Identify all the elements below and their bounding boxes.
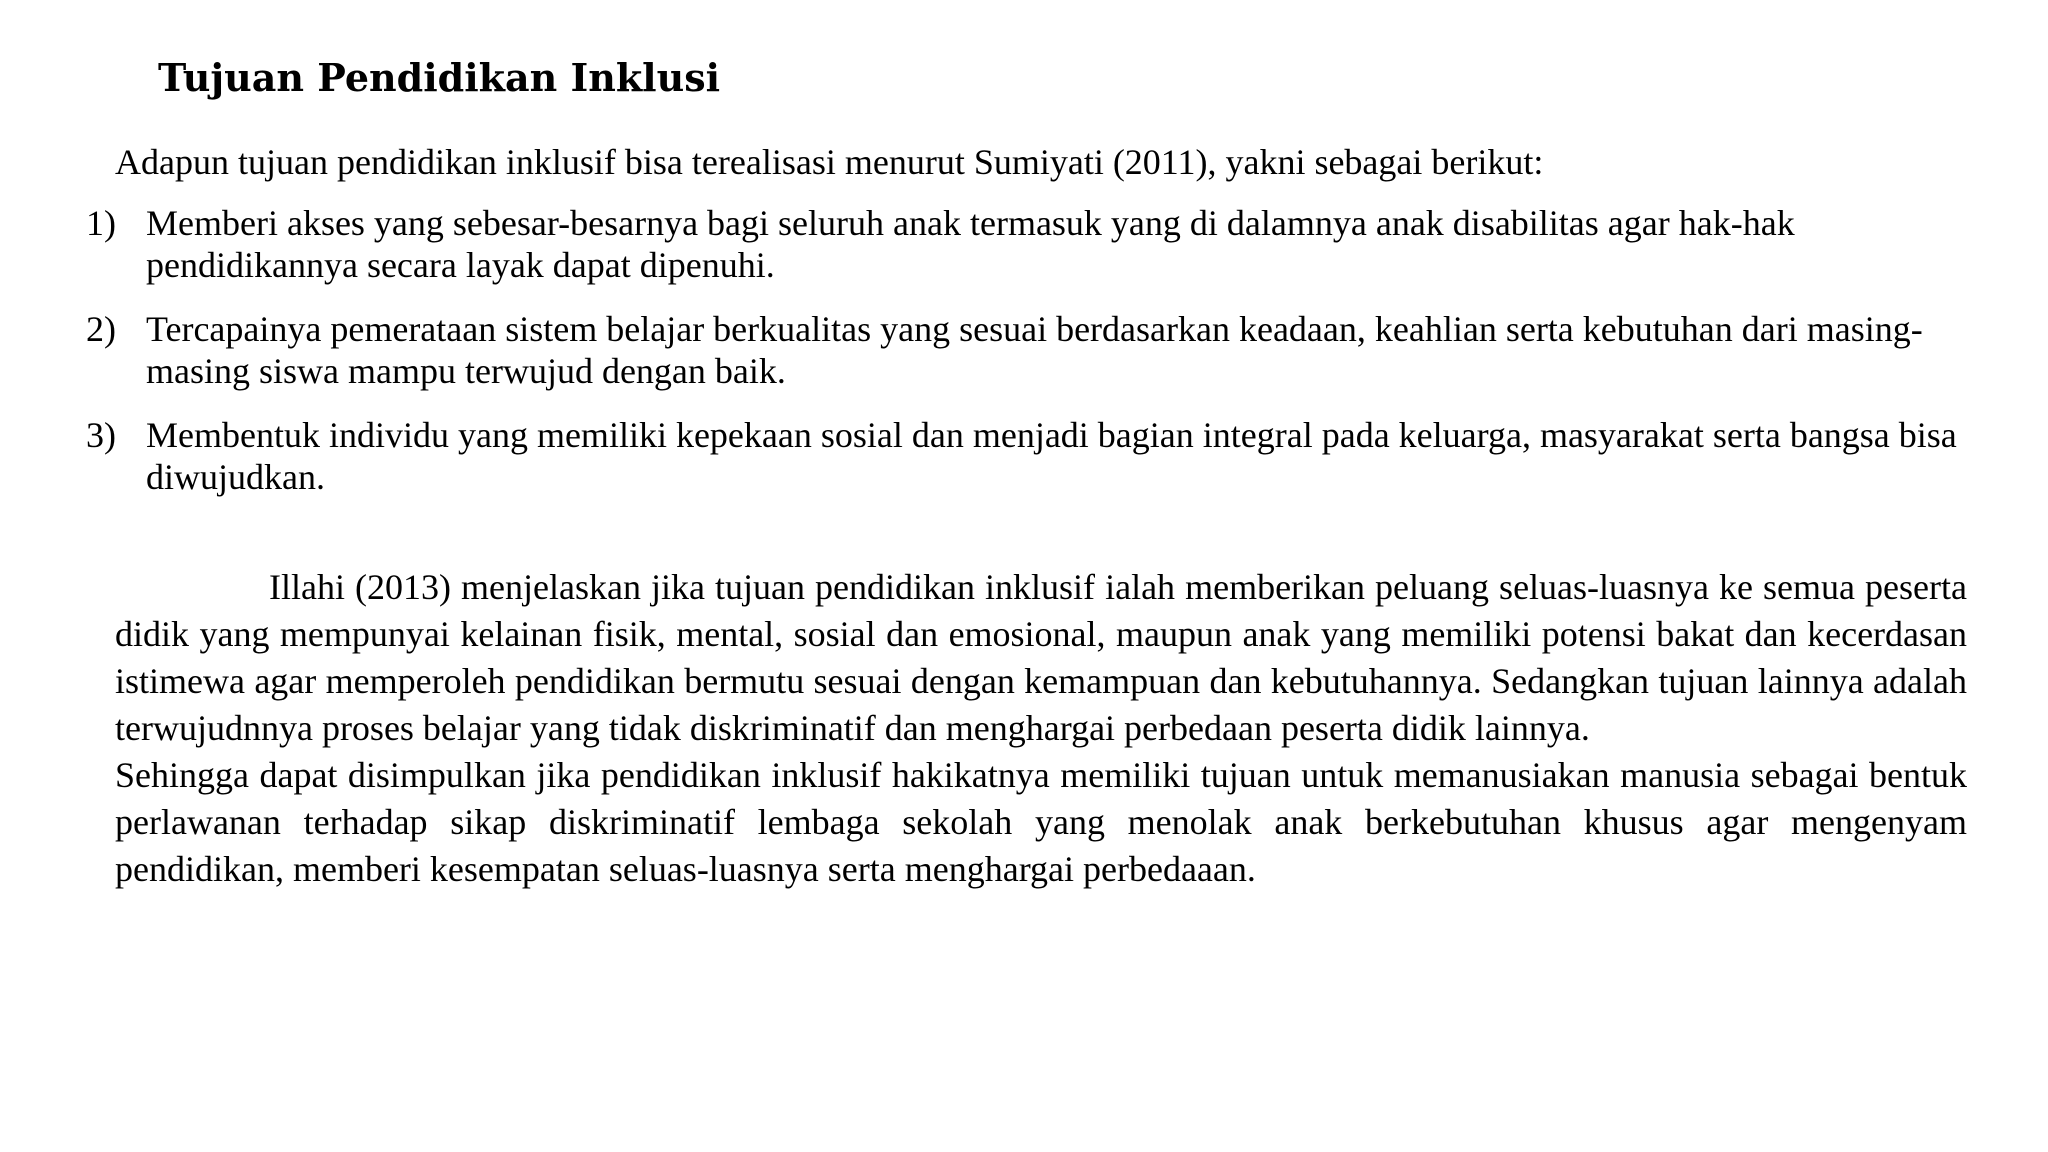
illahi-paragraph: Illahi (2013) menjelaskan jika tujuan pendidikan inklusif ialah memberikan peluang seluas-luasnya ke semua peserta didik yang mempunyai kelainan fisik, mental, sosial dan emosional, maupun anak yang memiliki potensi bakat dan kecerdasan istimewa agar memperoleh pendidikan bermutu sesuai dengan kemampuan dan kebutuhannya. Sedangkan tujuan lainnya adalah terwujudnnya proses belajar yang tidak diskriminatif dan menghargai perbedaan peserta didik lainnya. (115, 567, 1967, 748)
body-text (115, 564, 1967, 893)
goals-list (86, 202, 1966, 520)
list-item-text: Tercapainya pemerataan sistem belajar berkualitas yang sesuai berdasarkan keadaan, keahlian serta kebutuhan dari masing-masing siswa mampu terwujud dengan baik. (146, 309, 1923, 391)
list-item-number: 2) (86, 309, 116, 349)
conclusion-paragraph: Sehingga dapat disimpulkan jika pendidikan inklusif hakikatnya memiliki tujuan untuk memanusiakan manusia sebagai bentuk perlawanan terhadap sikap diskriminatif lembaga sekolah yang menolak anak berkebutuhan khusus agar mengenyam pendidikan, memberi kesempatan seluas-luasnya serta menghargai perbedaaan. (115, 755, 1967, 889)
list-item (86, 202, 1966, 286)
intro-paragraph: Adapun tujuan pendidikan inklusif bisa terealisasi menurut Sumiyati (2011), yakni sebagai berikut: (115, 142, 1544, 182)
list-item-text: Memberi akses yang sebesar-besarnya bagi seluruh anak termasuk yang di dalamnya anak disabilitas agar hak-hak pendidikannya secara layak dapat dipenuhi. (146, 203, 1795, 285)
list-item-number: 3) (86, 415, 116, 455)
list-item-number: 1) (86, 203, 116, 243)
list-item-text: Membentuk individu yang memiliki kepekaan sosial dan menjadi bagian integral pada keluarga, masyarakat serta bangsa bisa diwujudkan. (146, 415, 1957, 497)
list-item (86, 414, 1966, 498)
page-title: Tujuan Pendidikan Inklusi (158, 55, 721, 100)
list-item (86, 308, 1966, 392)
